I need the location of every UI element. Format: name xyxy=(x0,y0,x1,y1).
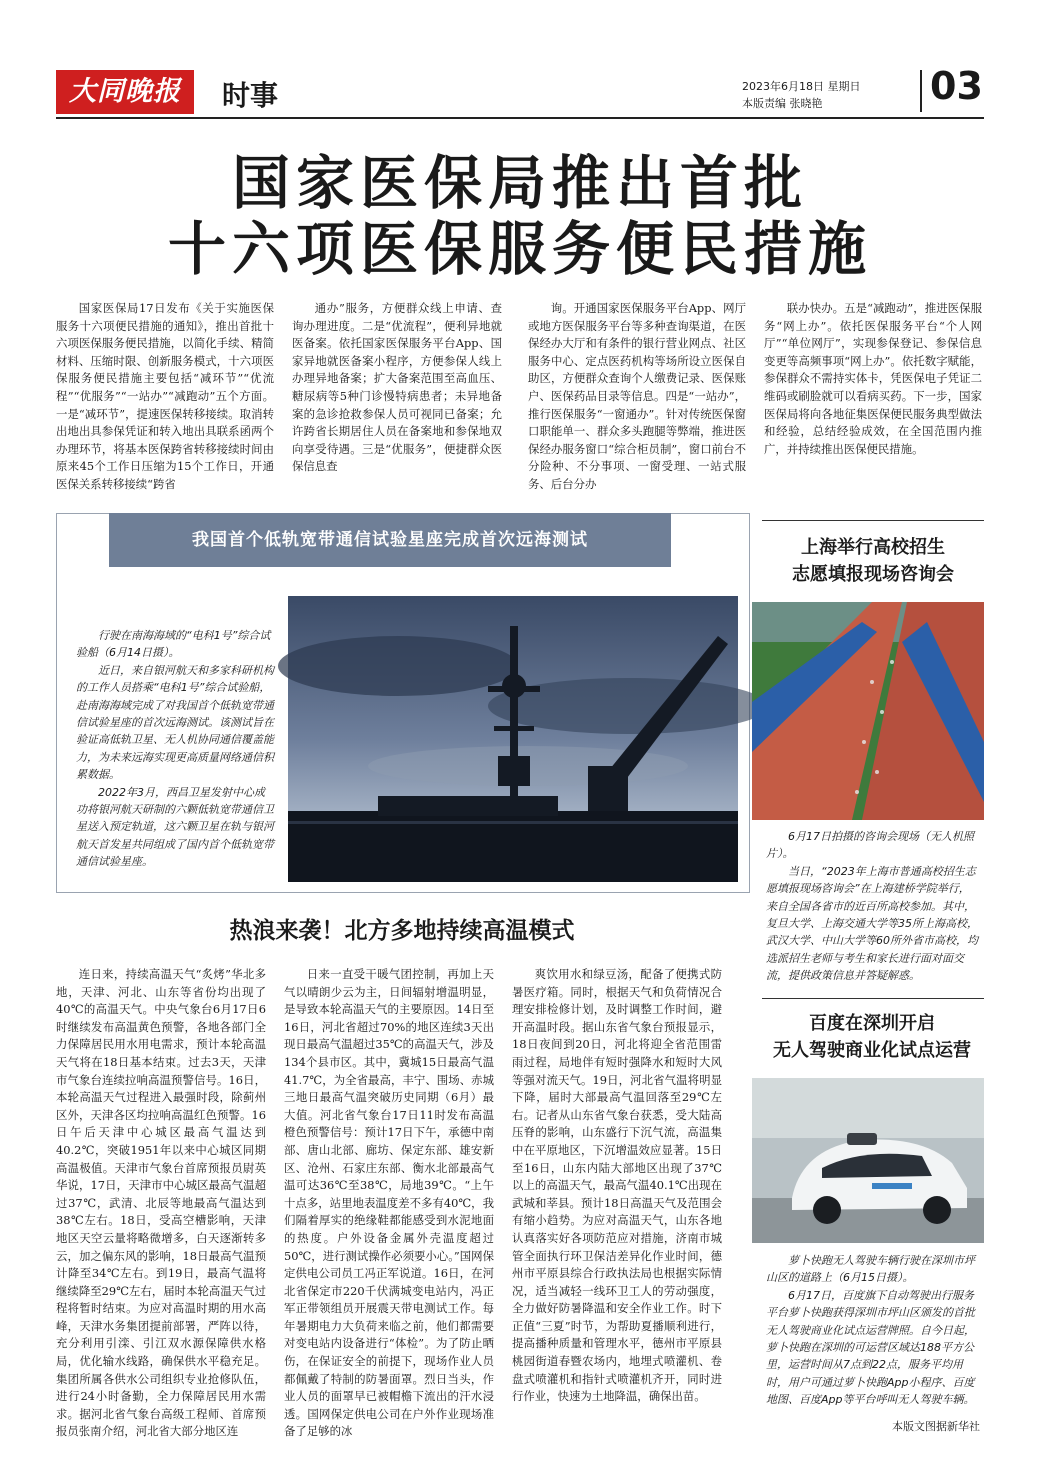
sidebar-story1-caption: 6月17日拍摄的咨询会现场（无人机照片）。 当日，“2023年上海市普通高校招生志愿填报现场咨询会”在上海建桥学院举行，来自全国各省市的近百所高校参加。其中，复旦大学、上海交通大学等35所上海高校，武汉大学、中山大学等60所外省市高校，均选派招生老师与考生和家长进行面对面交流，提供政策信息并答疑解惑。 xyxy=(766,830,978,983)
robotaxi-photo xyxy=(752,1078,984,1243)
heatwave-col3: 爽饮用水和绿豆汤，配备了便携式防暑医疗箱。同时，根据天气和负荷情况合理安排检修计划，及时调整工作时间，避开高温时段。据山东省气象台预报显示，18日夜间到20日，河北将迎全省范围雷雨过程，局地伴有短时强降水和短时大风等强对流天气。19日，河北省气温将明显下降，届时大部最高气温回落至29℃左右。记者从山东省气象台获悉，受大陆高压脊的影响，山东盛行下沉气流，高温集中在平原地区，下沉增温效应显著。15日至16日，山东内陆大部地区出现了37℃以上的高温天气，最高气温40.1℃出现在武城和莘县。预计18日高温天气及范围会有缩小趋势。为应对高温天气，山东各地认真落实好各项防范应对措施，济南市城管全面执行环卫保洁差异化作业时间，德州市平原县综合行政执法局也根据实际情况，适当减轻一线环卫工人的劳动强度，全力做好防暑降温和安全作业工作。时下正值“三夏”时节，为帮助夏播顺利进行，提高播种质量和管理水平，德州市平原县桃园街道春暨农场内，地埋式喷灌机、卷盘式喷灌机和指针式喷灌机齐开，同时进行作业，快速为土地降温，确保出苗。 xyxy=(512,967,722,1404)
newspaper-logo: 大同晚报 xyxy=(56,70,194,114)
satellite-story-caption: 行驶在南海海域的“电科1号”综合试验船（6月14日摄）。 近日，来自银河航天和多家科研机构的工作人员搭乘“电科1号”综合试验船，赴南海海域完成了对我国首个低轨宽带通信试验星座的首次远海测试。该测试旨在验证高低轨卫星、无人机协同通信覆盖能力，为未来远海实现更高质量网络通信积累数据。 2022年3月，西昌卫星发射中心成功将银河航天研制的六颗低轨宽带通信卫星送入预定轨道，这六颗卫星在轨与银河航天首发星共同组成了国内首个低轨宽带通信试验星座。 xyxy=(76,629,274,869)
ship-photo xyxy=(288,596,738,882)
sidebar-mid-rule xyxy=(762,998,984,999)
sidebar-story2-caption: 萝卜快跑无人驾驶车辆行驶在深圳市坪山区的道路上（6月15日摄）。 6月17日，百度旗下自动驾驶出行服务平台萝卜快跑获得深圳市坪山区颁发的首批无人驾驶商业化试点运营牌照。自今日起，萝卜快跑在深圳的可运营区域达188平方公里，运营时间从7点到22点，服务平均用时，用户可通过萝卜快跑App小程序、百度地图、百度App等平台呼叫无人驾驶车辆。 xyxy=(766,1254,975,1407)
main-article-col3: 询。开通国家医保服务平台App、网厅或地方医保服务平台等多种查询渠道，在医保经办大厅和有条件的银行营业网点、社区服务中心、定点医药机构等场所设立医保自助区，方便群众查询个人缴费记录、医保账户、医保药品目录等信息。四是“一站办”，推行医保服务“一窗通办”。针对传统医保窗口职能单一、群众多头跑腿等弊端，推进医保经办服务窗口“综合柜员制”，窗口前台不分险种、不分事项、一窗受理、一站式服务、后台分办 xyxy=(528,301,746,491)
campus-photo xyxy=(752,602,984,820)
heatwave-col2: 日来一直受干暖气团控制，再加上天气以晴朗少云为主，日间辐射增温明显，是导致本轮高温天气的主要原因。14日至16日，河北省超过70%的地区连续3天出现日最高气温超过35℃的高温天气，涉及134个县市区。其中，冀城15日最高气温41.7℃，为全省最高，丰宁、围场、赤城三地日最高气温突破历史同期（6月）最大值。河北省气象台17日11时发布高温橙色预警信号：预计17日下午，承德中南部、唐山北部、廊坊、保定东部、雄安新区、沧州、石家庄东部、衡水北部最高气温可达36℃至38℃，局地39℃。“上午十点多，站里地表温度差不多有40℃，我们隔着厚实的绝缘鞋都能感受到水泥地面的热度。户外设备金属外壳温度超过50℃，进行测试操作必须要小心。”国网保定供电公司员工冯正军说道。16日，在河北省保定市220千伏满城变电站内，冯正军正带领组员开展震天带电测试工作。每年暑期电力大负荷来临之前，他们都需要对变电站内设备进行“体检”。为了防止晒伤，在保证安全的前提下，现场作业人员都佩戴了特制的防暑面罩。烈日当头，作业人员的面罩早已被帽檐下流出的汗水浸透。国网保定供电公司在户外作业现场准备了足够的冰 xyxy=(284,967,494,1439)
heatwave-story-title: 热浪来袭！北方多地持续高温模式 xyxy=(229,918,575,944)
main-headline-line1: 国家医保局推出首批 xyxy=(231,149,808,217)
section-name: 时事 xyxy=(222,79,279,112)
sidebar-top-rule xyxy=(762,520,984,521)
page-number: 03 xyxy=(930,64,983,108)
page-editor: 本版责编 张晓艳 xyxy=(742,97,823,110)
header-divider xyxy=(920,70,922,112)
main-article-col2: 通办”服务，方便群众线上申请、查询办理进度。二是“优流程”，便利异地就医备案。依托国家医保服务平台App、国家异地就医备案小程序，方便参保人线上办理异地备案；扩大备案范围至高血压、糖尿病等5种门诊慢特病患者；未异地备案的急诊抢救参保人员可视同已备案；允许跨省长期居住人员在备案地和参保地双向享受待遇。三是“优服务”，便捷群众医保信息查 xyxy=(292,301,502,474)
photo-credit: 本版文图据新华社 xyxy=(892,1420,980,1433)
header-rule xyxy=(56,117,984,119)
heatwave-col1: 连日来，持续高温天气“炙烤”华北多地，天津、河北、山东等省份均出现了40℃的高温天气。中央气象台6月17日6时继续发布高温黄色预警，各地各部门全力保障居民用水用电需求，预计本轮高温天气将在18日基本结束。过去3天，天津市气象台连续拉响高温预警信号。16日，本轮高温天气过程进入最强时段，除蓟州区外，天津各区均拉响高温红色预警。16日午后天津中心城区最高气温达到40.2℃，突破1951年以来中心城区同期高温极值。天津市气象台首席预报员尉英华说，17日，天津市中心城区最高气温超过37℃，武清、北辰等地最高气温达到38℃左右。18日，受高空槽影响，天津地区天空云量将略微增多，白天逐渐转多云，加之偏东风的影响，18日最高气温预计降至34℃左右。到19日，最高气温将继续降至29℃左右，届时本轮高温天气过程将暂时结束。为应对高温时期的用水高峰，天津水务集团提前部署，严阵以待，充分利用引滦、引江双水源保障供水格局，优化输水线路，确保供水平稳充足。集团所属各供水公司组织专业抢修队伍，进行24小时备勤，全力保障居民用水需求。据河北省气象台高级工程师、首席预报员张南介绍，河北省大部分地区连 xyxy=(56,967,266,1439)
sidebar-story1-title: 上海举行高校招生 志愿填报现场咨询会 xyxy=(792,537,954,585)
main-article-col1: 国家医保局17日发布《关于实施医保服务十六项便民措施的通知》，推出首批十六项医保服务便民措施，以简化手续、精简材料、压缩时限、创新服务模式，十六项医保服务便民措施主要包括“减环节”“优流程”“优服务”“一站办”“减跑动”五个方面。一是“减环节”，提速医保转移接续。取消转出地出具参保凭证和转入地出具联系函两个办理环节，将基本医保跨省转移接续时间由原来45个工作日压缩为15个工作日，开通医保关系转移接续“跨省 xyxy=(56,301,274,491)
sidebar-story2-title: 百度在深圳开启 无人驾驶商业化试点运营 xyxy=(773,1013,971,1061)
issue-date: 2023年6月18日 星期日 xyxy=(742,80,861,93)
satellite-story-title: 我国首个低轨宽带通信试验星座完成首次远海测试 xyxy=(109,513,671,567)
main-article-col4: 联办快办。五是“减跑动”，推进医保服务“网上办”。依托医保服务平台“个人网厅”“单位网厅”，实现参保登记、参保信息变更等高频事项“网上办”。依托数字赋能，参保群众不需持实体卡，凭医保电子凭证二维码或刷脸就可以看病买药。下一步，国家医保局将向各地征集医保便民服务典型做法和经验，总结经验成效，在全国范围内推广，并持续推出医保便民措施。 xyxy=(764,301,982,456)
main-headline-line2: 十六项医保服务便民措施 xyxy=(167,215,872,283)
